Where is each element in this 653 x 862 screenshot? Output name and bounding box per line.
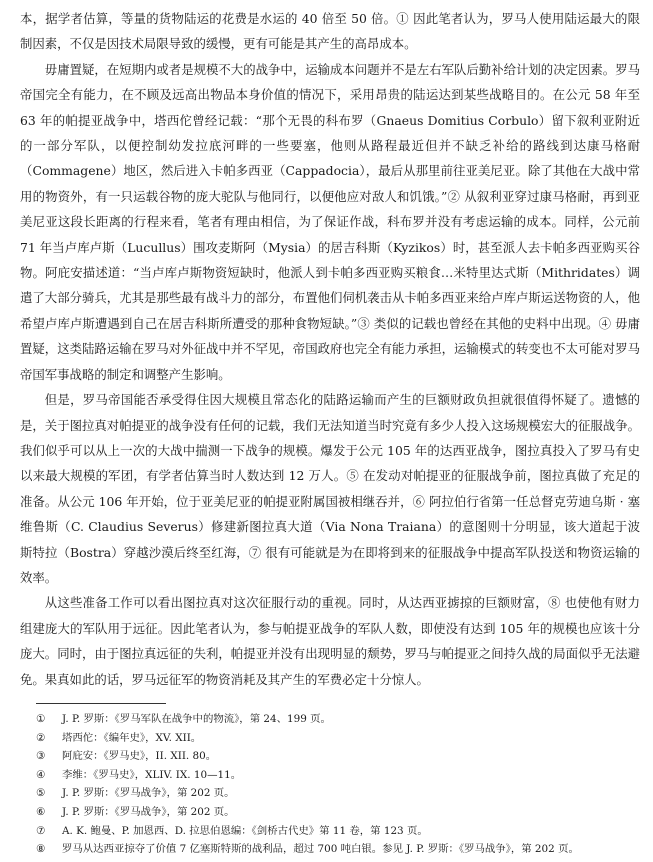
footnote-1	[36, 710, 636, 729]
footnote-8	[36, 840, 636, 859]
footnote-6	[36, 803, 636, 822]
footnote-text: J. P. 罗斯：《罗马战争》，第 202 页。	[62, 805, 235, 818]
footnotes	[36, 710, 636, 859]
footnote-mark: ③	[36, 750, 46, 763]
paragraph-4: 从这些准备工作可以看出图拉真对这次征服行动的重视。同时，从达西亚掳掠的巨额财富，⑧ 也使他有财力组建庞大的军队用于远征。因此笔者认为，参与帕提亚战争的军队人数，即使没有达到 105 年的规模也应该十分庞大。同时，由于图拉真远征的失利，帕提亚并没有出现明显的颓势，罗马与帕提亚之间持久战的局面似乎无法避免。果真如此的话，罗马远征军的物资消耗及其产生的军费必定十分惊人。	[20, 595, 640, 687]
footnote-4	[36, 766, 636, 785]
footnote-7	[36, 822, 636, 841]
footnote-text: 罗马从达西亚掠夺了价值 7 亿塞斯特斯的战利品，超过 700 吨白银。参见 J. P. 罗斯：《罗马战争》，第 202 页。	[62, 843, 579, 856]
footnote-mark: ⑦	[36, 824, 46, 837]
footnote-5	[36, 784, 636, 803]
footnote-text: J. P. 罗斯：《罗马军队在战争中的物流》，第 24、199 页。	[62, 713, 331, 725]
footnote-text: 李维：《罗马史》，XLIV. IX. 10—11。	[62, 768, 242, 781]
footnote-text: A. K. 鲍曼、P. 加恩西、D. 拉思伯恩编：《剑桥古代史》第 11 卷，第 123 页。	[62, 824, 428, 837]
footnote-mark: ⑧	[36, 843, 46, 856]
paragraph-2: 毋庸置疑，在短期内或者是规模不大的战争中，运输成本问题并不是左右军队后勤补给计划的决定因素。罗马帝国完全有能力，在不顾及远高出物品本身价值的情况下，采用昂贵的陆运达到某些战略目的。在公元 58 年至 63 年的帕提亚战争中，塔西佗曾经记载：“那个无畏的科布罗（Gnaeus Domitius Corbulo）留下叙利亚附近的一部分军队，以便控制幼发拉底河畔的一些要塞，他则从路程最近但并不缺乏补给的路线到达康马格耐（Commagene）地区，然后进入卡帕多西亚（Cappadocia），最后从那里前往亚美尼亚。除了其他在大战中常用的物资外，有一只运载谷物的庞大驼队与他同行，以便他应对敌人和饥饿。”② 从叙利亚穿过康马格耐，再到亚美尼亚这段长距离的行程来看，笔者有理由相信，为了保证作战，科布罗并没有考虑运输的成本。同样，公元前 71 年当卢库卢斯（Lucullus）围攻麦斯阿（Mysia）的居吉科斯（Kyzikos）时，甚至派人去卡帕多西亚购买谷物。阿庇安描述道：“当卢库卢斯物资短缺时，他派人到卡帕多西亚购买粮食…米特里达式斯（Mithridates）调遣了大部分骑兵，尤其是那些最有战斗力的部分，布置他们伺机袭击从卡帕多西亚来给卢库卢斯运送物资的人，他希望卢库卢斯遭遇到自己在居吉科斯所遭受的那种食物短缺。”③ 类似的记载也曾经在其他的史料中出现。④ 毋庸置疑，这类陆路运输在罗马对外征战中并不罕见，帝国政府也完全有能力承担，运输模式的转变也不太可能对罗马帝国军事战略的制定和调整产生影响。	[20, 61, 640, 382]
footnote-mark: ①	[36, 713, 46, 725]
footnote-text: 塔西佗：《编年史》，XV. XII。	[62, 731, 202, 744]
main-text	[20, 6, 640, 692]
footnote-divider	[36, 703, 166, 704]
paragraph-1: 本，据学者估算，等量的货物陆运的花费是水运的 40 倍至 50 倍。① 因此笔者认为，罗马人使用陆运最大的限制因素，不仅是因技术局限导致的缓慢，更有可能是其产生的高昂成本。	[20, 11, 640, 52]
footnote-text: J. P. 罗斯：《罗马战争》，第 202 页。	[62, 787, 235, 800]
paragraph-3: 但是，罗马帝国能否承受得住因大规模且常态化的陆路运输而产生的巨额财政负担就很值得怀疑了。遗憾的是，关于图拉真对帕提亚的战争没有任何的记载，我们无法知道当时究竟有多少人投入这场规模宏大的征服战争。我们似乎可以从上一次的大战中揣测一下战争的规模。爆发于公元 105 年的达西亚战争，图拉真投入了罗马有史以来最大规模的军团，有学者估算当时人数达到 12 万人。⑤ 在发动对帕提亚的征服战争前，图拉真做了充足的准备。从公元 106 年开始，位于亚美尼亚的帕提亚附属国被相继吞并，⑥ 阿拉伯行省第一任总督克劳迪乌斯 · 塞维鲁斯（C. Claudius Severus）修建新图拉真大道（Via Nona Traiana）的意图则十分明显，该大道起于波斯特拉（Bostra）穿越沙漠后终至红海，⑦ 很有可能就是为在即将到来的征服战争中提高军队投送和物资运输的效率。	[20, 392, 640, 585]
footnote-3	[36, 747, 636, 766]
footnote-mark: ④	[36, 768, 46, 781]
footnote-mark: ⑤	[36, 787, 46, 800]
footnote-mark: ②	[36, 731, 46, 744]
footnote-mark: ⑥	[36, 805, 46, 818]
footnote-2	[36, 729, 636, 748]
footnote-text: 阿庇安：《罗马史》，II. XII. 80。	[62, 750, 217, 763]
